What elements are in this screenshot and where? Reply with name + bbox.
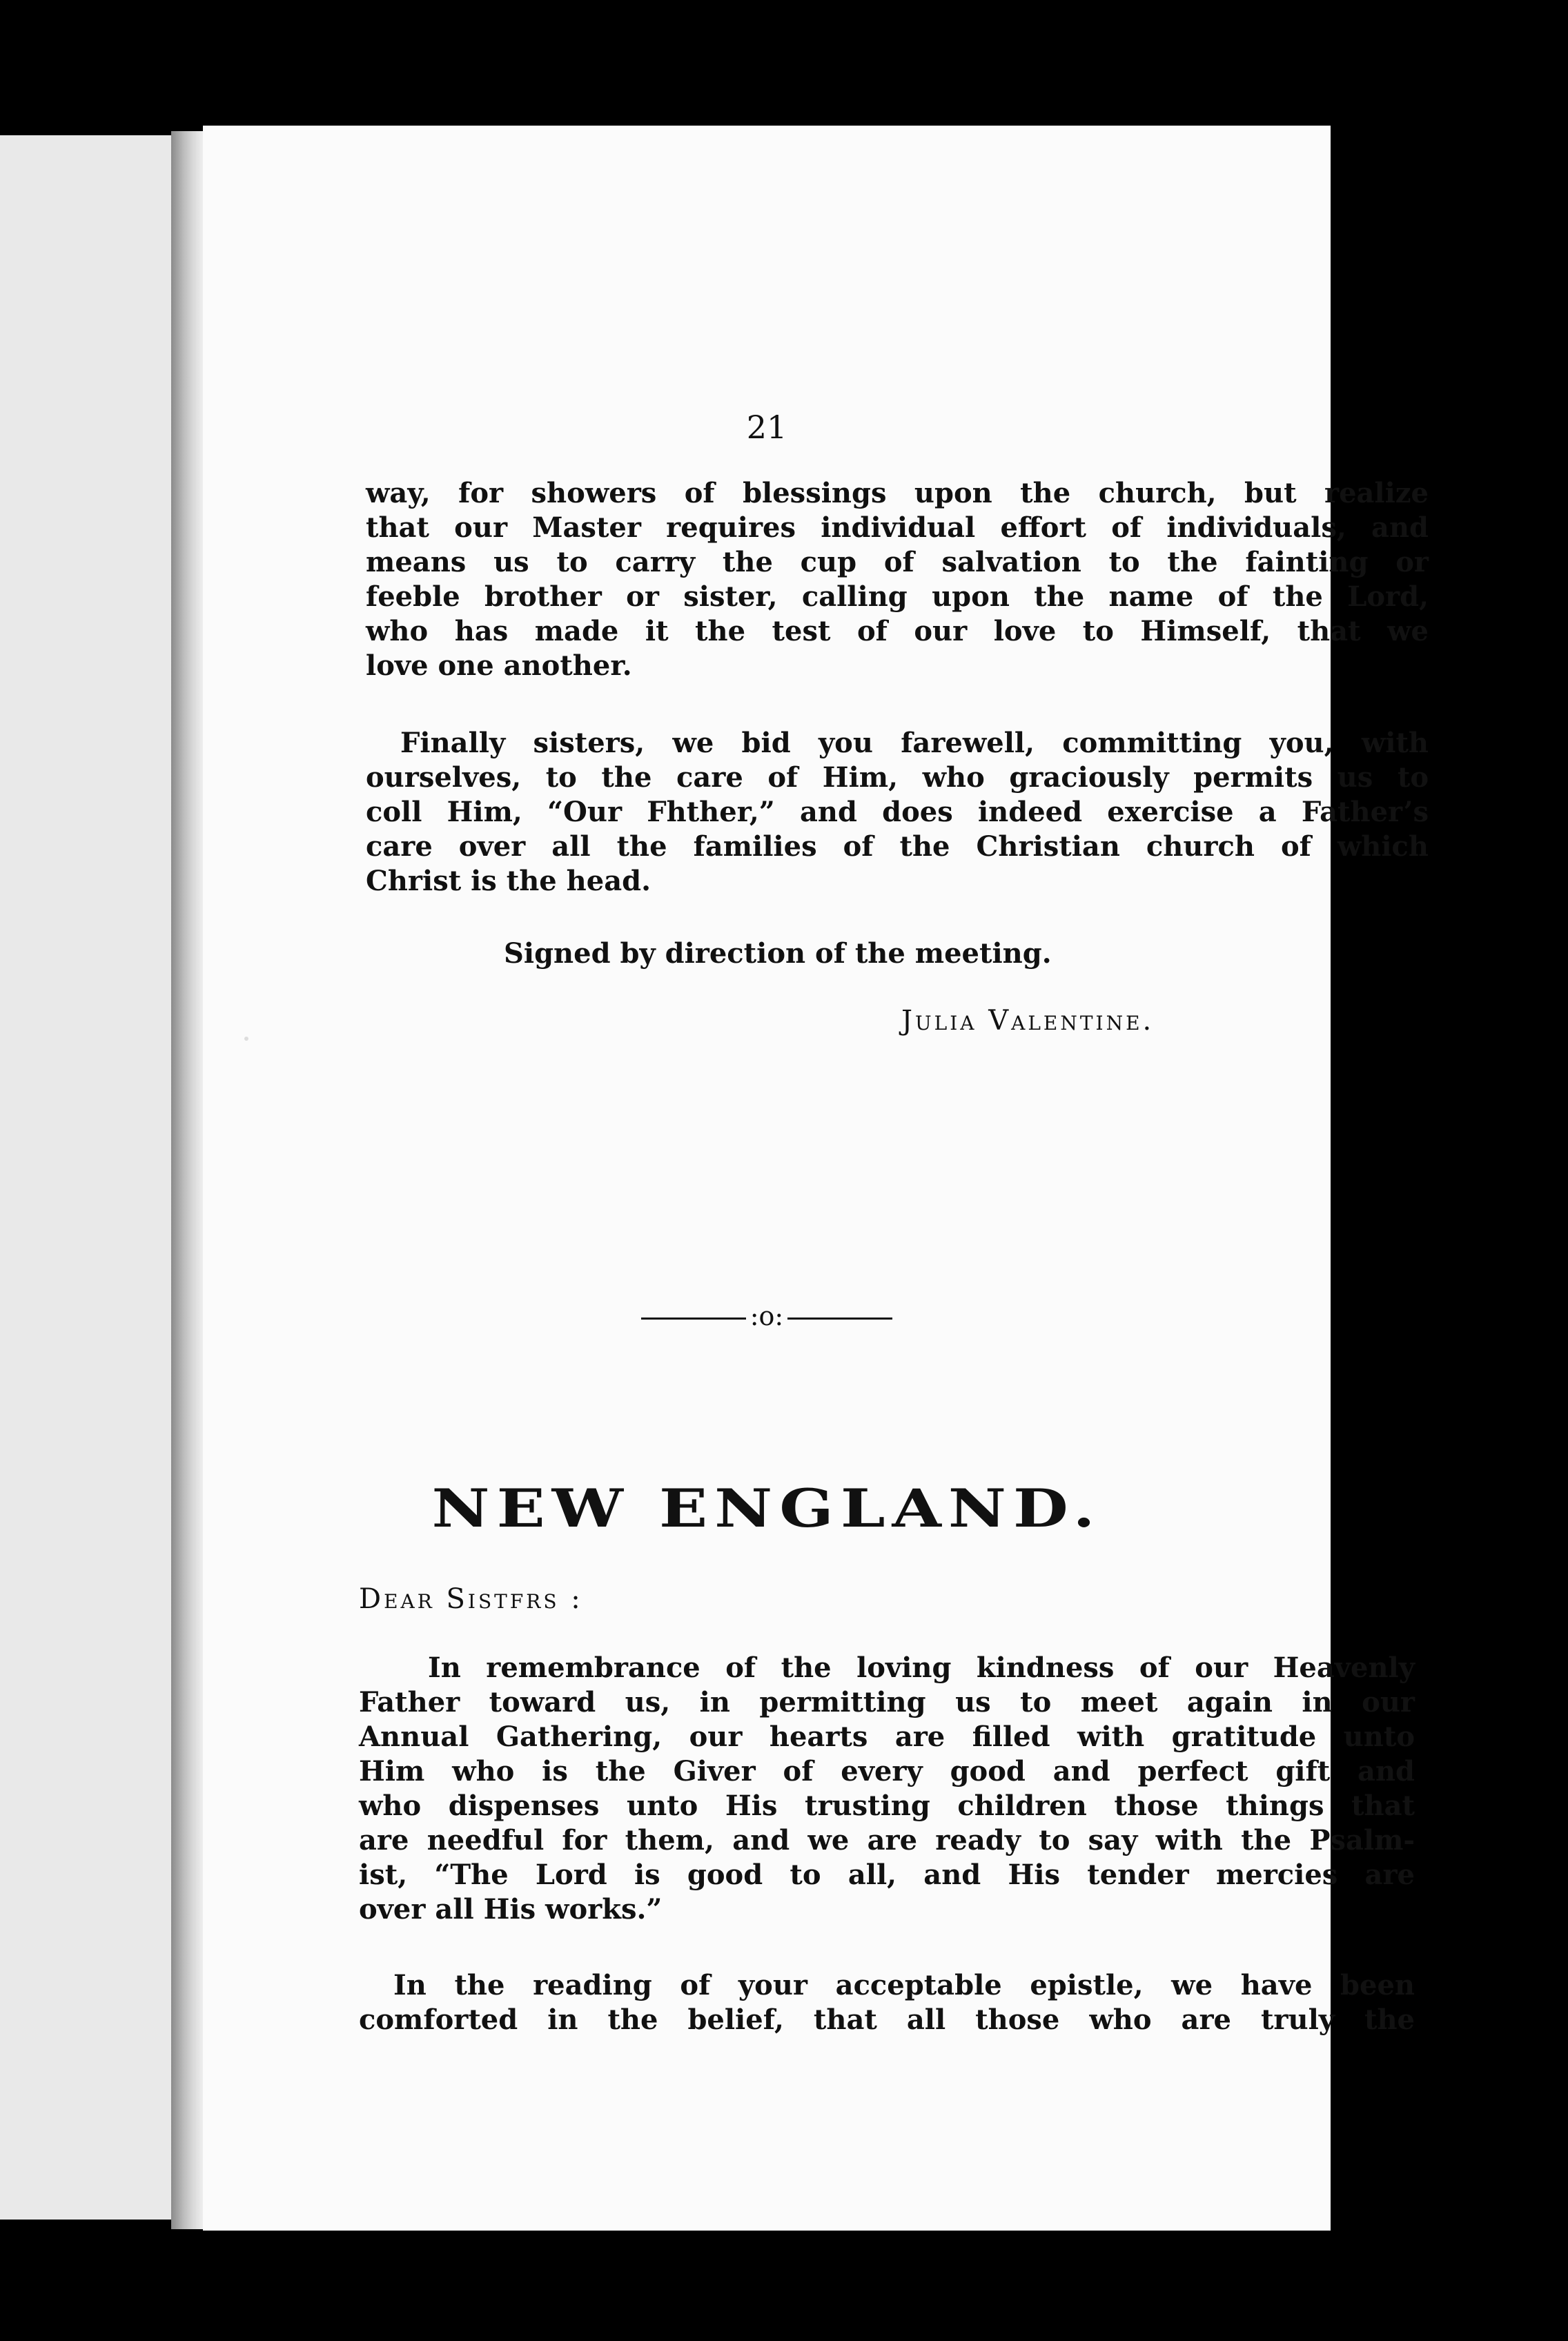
signature: Julia Valentine.	[901, 1005, 1155, 1037]
text-line: feeble brother or sister, calling upon the name of the Lord,	[366, 580, 1429, 613]
divider-rule-right	[787, 1318, 892, 1320]
paper-speck	[244, 1037, 248, 1041]
facing-page-edge	[0, 135, 171, 2220]
section-heading: NEW ENGLAND.	[431, 1478, 1102, 1540]
text-line: Christ is the head.	[366, 865, 651, 897]
text-line: In remembrance of the loving kindness of our Heavenly	[428, 1652, 1415, 1684]
text-line: are needful for them, and we are ready to say with the Psalm-	[359, 1824, 1415, 1857]
text-line: who has made it the test of our love to Himself, that we	[366, 615, 1429, 647]
divider-rule-left	[641, 1318, 746, 1320]
text-line: means us to carry the cup of salvation to the fainting or	[366, 546, 1429, 578]
text-line: Annual Gathering, our hearts are filled with gratitude unto	[359, 1721, 1415, 1753]
text-line: ourselves, to the care of Him, who graciously permits us to	[366, 761, 1429, 794]
text-line: care over all the families of the Christian church of which	[366, 830, 1429, 863]
text-line: Father toward us, in permitting us to meet again in our	[359, 1686, 1415, 1718]
text-line: coll Him, “Our Fhther,” and does indeed exercise a Father’s	[366, 796, 1429, 828]
text-line: that our Master requires individual effort of individuals, and	[366, 511, 1429, 544]
text-line: comforted in the belief, that all those who are truly the	[359, 2004, 1415, 2036]
book-page	[203, 126, 1429, 2231]
text-line: love one another.	[366, 649, 632, 682]
text-line: way, for showers of blessings upon the church, but realize	[366, 477, 1429, 509]
text-line: who dispenses unto His trusting children those things that	[359, 1790, 1415, 1822]
text-line: ist, “The Lord is good to all, and His tender mercies are	[359, 1859, 1415, 1891]
divider-mark: :o:	[749, 1301, 784, 1331]
section-divider	[203, 1299, 1331, 1333]
signed-line: Signed by direction of the meeting.	[504, 937, 1052, 970]
text-line: Finally sisters, we bid you farewell, committing you, with	[400, 727, 1429, 759]
page-number: 21	[746, 409, 787, 446]
text-line: over all His works.”	[359, 1893, 663, 1926]
salutation: Dear Sistfrs :	[359, 1583, 583, 1615]
text-line: Him who is the Giver of every good and perfect gift and	[359, 1755, 1415, 1787]
book-gutter	[171, 131, 203, 2229]
text-line: In the reading of your acceptable epistle, we have been	[393, 1969, 1415, 2001]
